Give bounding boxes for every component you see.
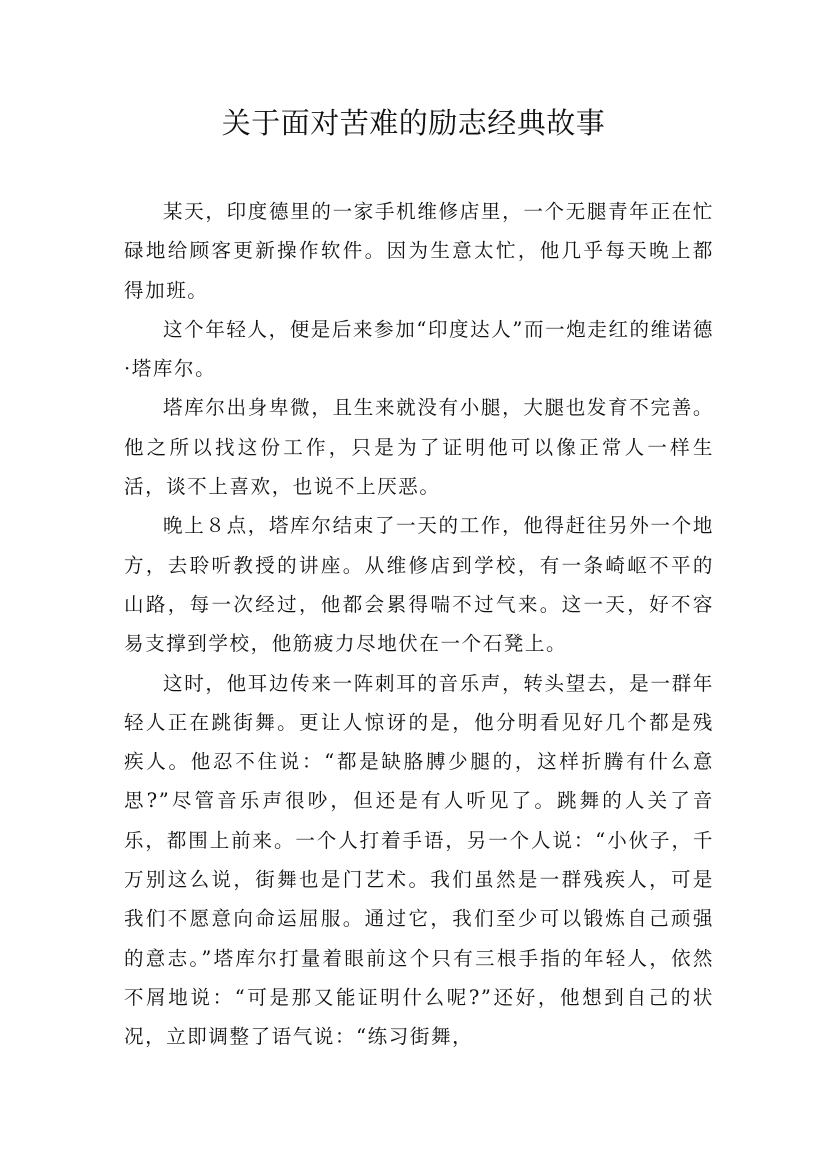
paragraph: 这个年轻人，便是后来参加“印度达人”而一炮走红的维诺德·塔库尔。 (124, 317, 714, 381)
document-title: 关于面对苦难的励志经典故事 (221, 106, 606, 140)
document-body (124, 192, 714, 1057)
paragraph: 某天，印度德里的一家手机维修店里，一个无腿青年正在忙碌地给顾客更新操作软件。因为生意太忙，他几乎每天晚上都得加班。 (124, 200, 714, 302)
paragraph: 晚上８点，塔库尔结束了一天的工作，他得赶往另外一个地方，去聆听教授的讲座。从维修店到学校，有一条崎岖不平的山路，每一次经过，他都会累得喘不过气来。这一天，好不容易支撑到学校，他筋疲力尽地伏在一个石凳上。 (124, 514, 714, 656)
paragraph: 塔库尔出身卑微，且生来就没有小腿，大腿也发育不完善。他之所以找这份工作，只是为了证明他可以像正常人一样生活，谈不上喜欢，也说不上厌恶。 (124, 396, 714, 499)
paragraph: 这时，他耳边传来一阵刺耳的音乐声，转头望去，是一群年轻人正在跳街舞。更让人惊讶的是，他分明看见好几个都是残疾人。他忍不住说：“都是缺胳膊少腿的，这样折腾有什么意思?”尽管音乐声很吵，但还是有人听见了。跳舞的人关了音乐，都围上前来。一个人打着手语，另一个人说：“小伙子，千万别这么说，街舞也是门艺术。我们虽然是一群残疾人，可是我们不愿意向命运屈服。通过它，我们至少可以锻炼自己顽强的意志。”塔库尔打量着眼前这个只有三根手指的年轻人，依然不屑地说：“可是那又能证明什么呢?”还好，他想到自己的状况，立即调整了语气说：“练习街舞， (124, 671, 714, 1049)
